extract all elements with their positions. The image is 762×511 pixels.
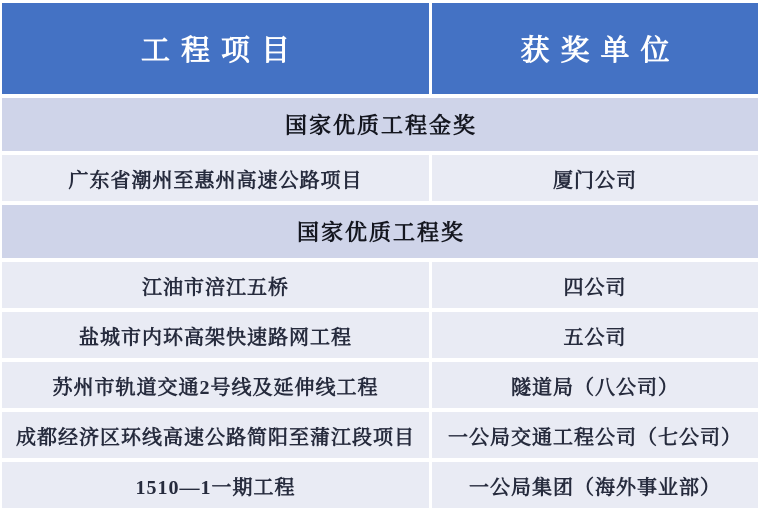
project-cell: 1510—1一期工程 (2, 462, 429, 508)
project-cell: 苏州市轨道交通2号线及延伸线工程 (2, 362, 429, 408)
unit-cell: 四公司 (432, 262, 758, 308)
project-cell: 成都经济区环线高速公路简阳至蒲江段项目 (2, 412, 429, 458)
project-cell: 盐城市内环高架快速路网工程 (2, 312, 429, 358)
section-header: 国家优质工程金奖 (2, 98, 758, 151)
column-header-unit: 获奖单位 (432, 3, 758, 94)
unit-cell: 一公局集团（海外事业部） (432, 462, 758, 508)
unit-cell: 五公司 (432, 312, 758, 358)
section-header: 国家优质工程奖 (2, 205, 758, 258)
award-table (2, 3, 758, 508)
unit-cell: 隧道局（八公司） (432, 362, 758, 408)
unit-cell: 一公局交通工程公司（七公司） (432, 412, 758, 458)
column-header-project: 工程项目 (2, 3, 429, 94)
project-cell: 江油市涪江五桥 (2, 262, 429, 308)
unit-cell: 厦门公司 (432, 155, 758, 201)
project-cell: 广东省潮州至惠州高速公路项目 (2, 155, 429, 201)
